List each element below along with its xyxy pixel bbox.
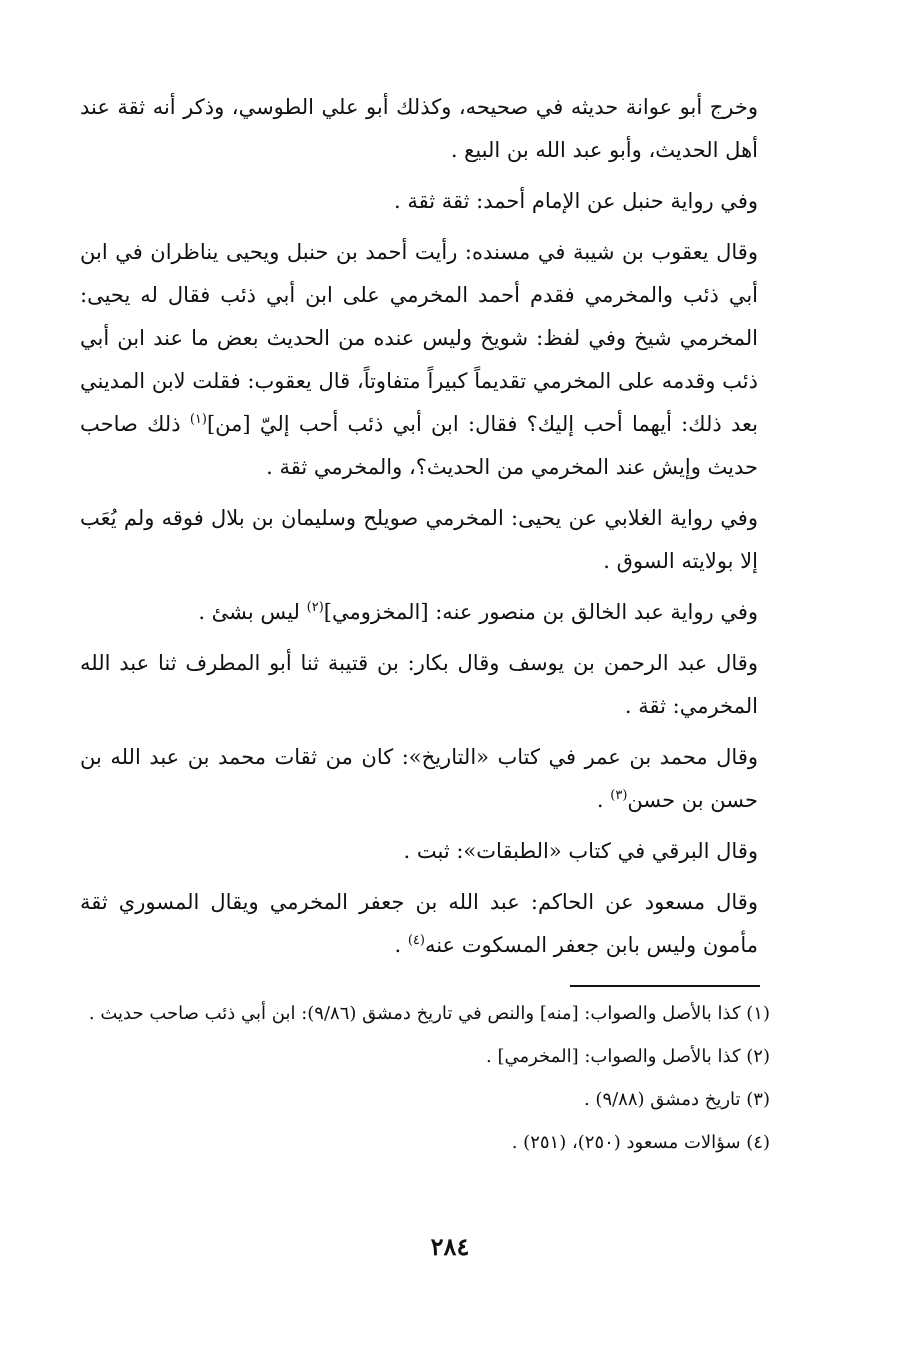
paragraph: وقال عبد الرحمن بن يوسف وقال بكار: بن قتيبة ثنا أبو المطرف ثنا عبد الله المخرمي: ثقة . (80, 651, 758, 718)
footnotes (80, 992, 770, 1164)
paragraph: وقال البرقي في كتاب «الطبقات»: ثبت . (403, 839, 758, 863)
paragraph: وقال يعقوب بن شيبة في مسنده: رأيت أحمد بن حنبل ويحيى يناظران في ابن أبي ذئب والمخرمي فقدم أحمد المخرمي على ابن أبي ذئب فقال له يحيى: المخرمي شيخ وفي لفظ: شويخ وليس عنده من الحديث بعض ما عند ابن أبي ذئب وقدمه على المخرمي تقديماً كبيراً متفاوتاً، قال يعقوب: فقلت لابن المديني بعد ذلك: أيهما أحب إليك؟ فقال: ابن أبي ذئب أحب إليّ [من]$^{(١)}$ ذلك صاحب حديث وإيش عند المخرمي من الحديث؟، والمخرمي ثقة . (80, 240, 758, 479)
paragraph: وقال محمد بن عمر في كتاب «التاريخ»: كان من ثقات محمد بن عبد الله بن حسن بن حسن$^{(٣)}$ . (80, 745, 758, 812)
footnote-marker: (٣) (610, 788, 628, 803)
footnote-item: (١) كذا بالأصل والصواب: [منه] والنص في تاريخ دمشق (٩/٨٦): ابن أبي ذئب صاحب حديث . (88, 1003, 770, 1024)
footnote-marker: (١) (189, 412, 207, 427)
paragraph: وفي رواية عبد الخالق بن منصور عنه: [المخزومي]$^{(٢)}$ ليس بشئ . (198, 600, 758, 624)
body-text (80, 86, 758, 967)
paragraph: وخرج أبو عوانة حديثه في صحيحه، وكذلك أبو علي الطوسي، وذكر أنه ثقة عند أهل الحديث، وأبو عبد الله بن البيع . (80, 95, 758, 162)
footnote-item: (٢) كذا بالأصل والصواب: [المخرمي] . (486, 1046, 770, 1067)
footnote-item: (٤) سؤالات مسعود (٢٥٠)، (٢٥١) . (511, 1132, 770, 1153)
footnote-marker: (٢) (306, 600, 324, 615)
paragraph: وفي رواية الغلابي عن يحيى: المخرمي صويلح وسليمان بن بلال فوقه ولم يُعَب إلا بولايته السوق . (80, 506, 758, 573)
footnote-item: (٣) تاريخ دمشق (٩/٨٨) . (583, 1089, 770, 1110)
paragraph: وفي رواية حنبل عن الإمام أحمد: ثقة ثقة . (393, 189, 758, 213)
footnote-divider (570, 985, 760, 987)
page-number: ٢٨٤ (430, 1232, 470, 1261)
footnote-marker: (٤) (407, 933, 425, 948)
paragraph: وقال مسعود عن الحاكم: عبد الله بن جعفر المخرمي ويقال المسوري ثقة مأمون وليس بابن جعفر المسكوت عنه$^{(٤)}$ . (80, 890, 758, 957)
